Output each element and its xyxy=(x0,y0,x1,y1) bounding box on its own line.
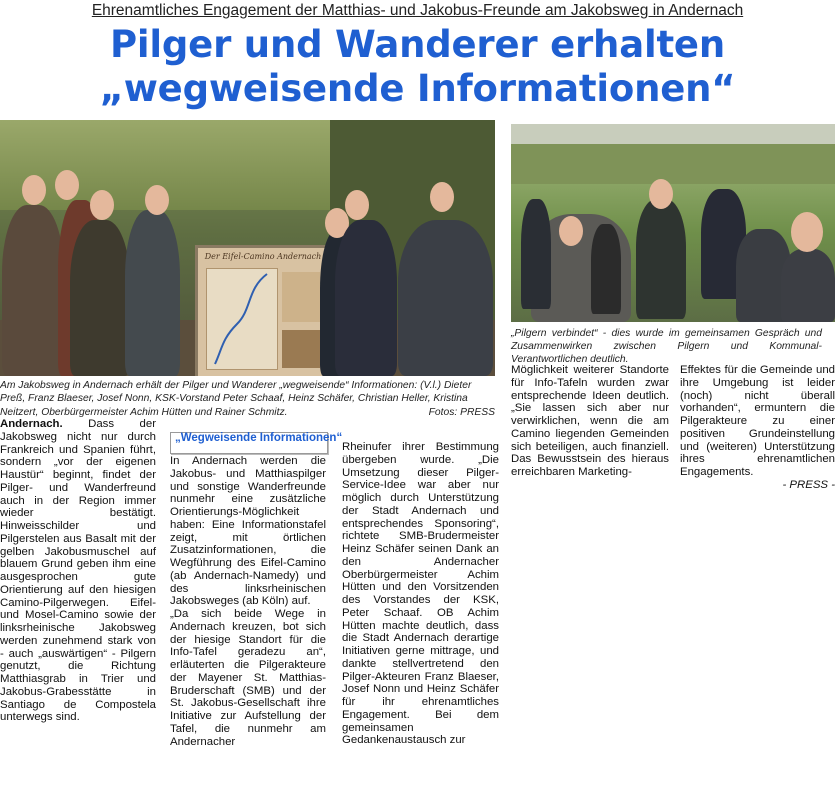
headline-line-1: Pilger und Wanderer erhalten xyxy=(110,23,725,66)
person-woman xyxy=(591,224,621,314)
subheading: „Wegweisende Informationen“ xyxy=(175,432,343,444)
board-photo xyxy=(282,330,320,368)
column-2-paragraph-1: In Andernach werden die Jakobus- und Matthiaspilger und sonstige Wanderfreunde nunmehr eine zusätzliche Orientierungs-Möglichkeit haben: Eine Informationstafel zeigt, mit örtlichen Zusatzinformationen, die Wegführung des Eifel-Camino (ab Andernach-Namedy) und des linksrheinischen Jakobsweges (ab Köln) auf. xyxy=(170,455,326,608)
column-4 xyxy=(511,364,669,479)
route-line xyxy=(207,269,277,369)
person-right-front xyxy=(781,249,835,322)
person-7-head xyxy=(430,182,454,212)
kicker xyxy=(0,2,835,20)
photo-group-at-info-board xyxy=(0,120,495,376)
person-right-front-head xyxy=(791,212,823,252)
caption-1-text: Am Jakobsweg in Andernach erhält der Pilger und Wanderer „wegweisende“ Informationen: (V.l.) Dieter Preß, Franz Blaeser, Josef Nonn, KSK-Vorstand Peter Schaaf, Heinz Schäfer, Christian Heller, Kristina Neitzert, Oberbürgermeister Achim Hütten und Rainer Schmitz. xyxy=(0,380,472,418)
column-2 xyxy=(170,455,326,748)
photo-credit: Fotos: PRESS xyxy=(428,406,495,418)
column-2-paragraph-2: „Da sich beide Wege in Andernach kreuzen, bot sich der hiesige Standort für die Info-Tafel geradezu an“, erläuterten die Pilgerakteure der Mayener St. Matthias-Bruderschaft (SMB) und der St. Jakobus-Gesellschaft ihre Initiative zur Aufstellung der Tafel, die nunmehr am Andernacher xyxy=(170,608,326,748)
headline-line-2: „wegweisende Informationen“ xyxy=(99,67,736,110)
person-2-head xyxy=(55,170,79,200)
person-far-left xyxy=(521,199,551,309)
dateline: Andernach. xyxy=(0,418,63,430)
person-center xyxy=(636,199,686,319)
headline xyxy=(0,23,835,111)
person-4-head xyxy=(145,185,169,215)
byline: - PRESS - xyxy=(782,478,835,491)
photo-caption-2: „Pilgern verbindet“ - dies wurde im gemeinsamen Gespräch und Zusammenwirken zwischen Pilgern und Kommunal-Verantwortlichen deutlich. xyxy=(511,328,822,365)
board-map xyxy=(206,268,278,370)
column-3 xyxy=(342,441,499,747)
person-back-left-head xyxy=(559,216,583,246)
person-1 xyxy=(2,205,64,376)
person-6-head xyxy=(345,190,369,220)
person-3-head xyxy=(90,190,114,220)
column-4-text: Möglichkeit weiterer Standorte für Info-Tafeln wurden zwar entsprechende Ideen deutlich. „Sie lassen sich aber nur verwirklichen, wenn die am Camino liegenden Gemeinden sich beteiligen, auch finanziell. Das Bewusstsein des hieraus erreichbaren Marketing- xyxy=(511,364,669,478)
person-4 xyxy=(125,210,180,376)
board-text-block xyxy=(282,272,320,322)
person-7 xyxy=(398,220,493,376)
person-6 xyxy=(335,220,397,376)
person-3 xyxy=(70,220,130,376)
column-5-text: Effektes für die Gemeinde und ihre Umgebung ist leider (noch) nicht überall vorhanden“, ermuntern die Pilgerakteure zu einer positiven Grundeinstellung und (weiteren) Unterstützung ihres ehrenamtlichen Engagements. xyxy=(680,364,835,478)
column-1 xyxy=(0,418,156,724)
photo-conversation xyxy=(511,124,835,322)
photo-caption-1 xyxy=(0,379,495,419)
board-title: Der Eifel-Camino Andernach xyxy=(204,252,322,261)
info-board xyxy=(195,245,331,376)
column-5 xyxy=(680,364,835,492)
column-3-text: Rheinufer ihrer Bestimmung übergeben wurde. „Die Umsetzung dieser Pilger-Service-Idee war aber nur möglich durch Unterstützung der Stadt Andernach und entsprechendes Sponsoring“, richtete SMB-Brudermeister Heinz Schäfer seinen Dank an den Andernacher Oberbürgermeister Achim Hütten und den Vorsitzenden des Vorstandes der KSK, Peter Schaaf. OB Achim Hütten machte deutlich, dass die Stadt Andernach derartige Initiativen gerne mittrage, und dankte stellvertretend den Pilger-Akteuren Franz Blaeser, Josef Nonn und Heinz Schäfer für ihr ehrenamtliches Engagement. Bei dem gemeinsamen Gedankenaustausch zur xyxy=(342,441,499,747)
column-1-text: Dass der Jakobsweg nicht nur durch Frankreich und Spanien führt, sondern „vor der eigenen Haustür“ beginnt, findet der Pilger- und Wanderfreund auch in der Region immer wieder bestätigt. Hinweisschilder und Pilgerstelen aus Basalt mit der gelben Jakobusmuschel auf blauem Grund geben ihm eine ausgesprochen gute Orientierung auf den hiesigen Camino-Pilgerwegen. Eifel- und Mosel-Camino sowie der linksrheinische Jakobsweg werden zunehmend stark von - auch „auswärtigen“ - Pilgern genutzt, die Richtung Matthiasgrab in Trier und Jakobus-Grabesstätte in Santiago de Compostela unterwegs sind. xyxy=(0,418,156,724)
person-1-head xyxy=(22,175,46,205)
kicker-text: Ehrenamtliches Engagement der Matthias- und Jakobus-Freunde am Jakobsweg in Andernach xyxy=(91,2,744,19)
person-center-head xyxy=(649,179,673,209)
